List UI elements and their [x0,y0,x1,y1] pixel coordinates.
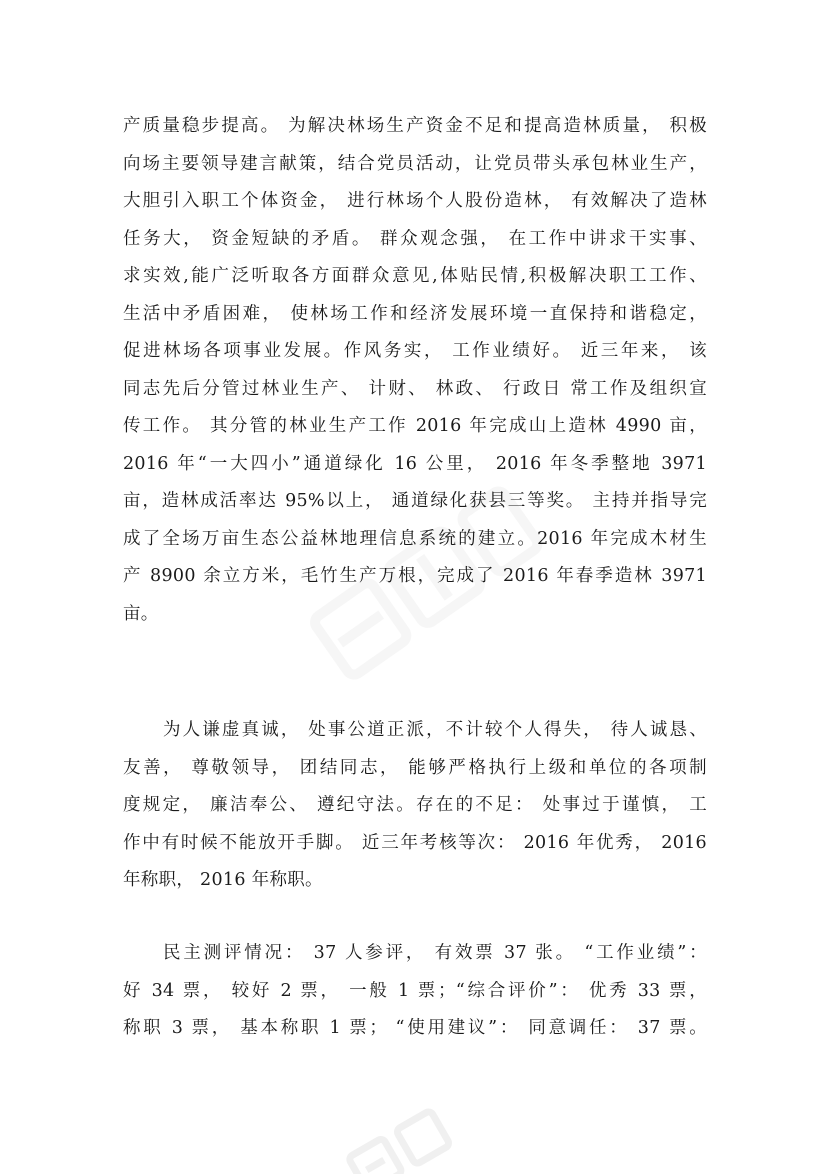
text-line: 传工作。 其分管的林业生产工作 2016 年完成山上造林 4990 亩， [123,416,707,436]
text-line: 度规定， 廉洁奉公、 遵纪守法。存在的不足： 处事过于谨慎， 工 [123,795,707,815]
text-line: 亩。 [123,603,159,624]
text-line: 称职 3 票， 基本称职 1 票； “使用建议”： 同意调任： 37 票。 [123,1018,707,1038]
watermark-fragment [330,1085,490,1174]
text-line: 促进林场各项事业发展。作风务实， 工作业绩好。 近三年来， 该 [123,341,707,361]
text-line: 同志先后分管过林业生产、 计财、 林政、 行政日 常工作及组织宣 [123,378,707,399]
paragraph-1 [123,108,707,633]
paragraph-3 [123,935,707,1048]
text-line: 2016 年“一大四小”通道绿化 16 公里， 2016 年冬季整地 3971 [123,453,707,474]
text-line: 成了全场万亩生态公益林地理信息系统的建立。2016 年完成木材生 [123,528,707,549]
text-line: 年称职， 2016 年称职。 [123,870,323,890]
text-line: 作中有时候不能放开手脚。 近三年考核等次： 2016 年优秀， 2016 [123,832,707,853]
text-line: 生活中矛盾困难， 使林场工作和经济发展环境一直保持和谐稳定， [123,303,707,324]
text-line: 大胆引入职工个体资金， 进行林场个人股份造林， 有效解决了造林 [123,191,707,211]
text-line: 产 8900 余立方米，毛竹生产万根，完成了 2016 年春季造林 3971 [123,566,707,586]
text-line: 为人谦虚真诚， 处事公道正派，不计较个人得失， 待人诚恳、 [163,720,707,740]
text-line: 产质量稳步提高。 为解决林场生产资金不足和提高造林质量， 积极 [123,116,707,136]
text-line: 民主测评情况： 37 人参评， 有效票 37 张。 “工作业绩”： [163,943,707,963]
text-line: 好 34 票， 较好 2 票， 一般 1 票；“综合评价”： 优秀 33 票， [123,980,707,1001]
text-line: 求实效,能广泛听取各方面群众意见,体贴民情,积极解决职工工作、 [123,266,707,286]
text-line: 友善， 尊敬领导， 团结同志， 能够严格执行上级和单位的各项制 [123,757,707,778]
text-line: 向场主要领导建言献策，结合党员活动，让党员带头承包林业生产， [123,153,707,174]
paragraph-2 [123,712,707,900]
text-line: 任务大， 资金短缺的矛盾。 群众观念强， 在工作中讲求干实事、 [123,228,707,249]
text-line: 亩，造林成活率达 95%以上， 通道绿化获县三等奖。 主持并指导完 [123,491,707,511]
